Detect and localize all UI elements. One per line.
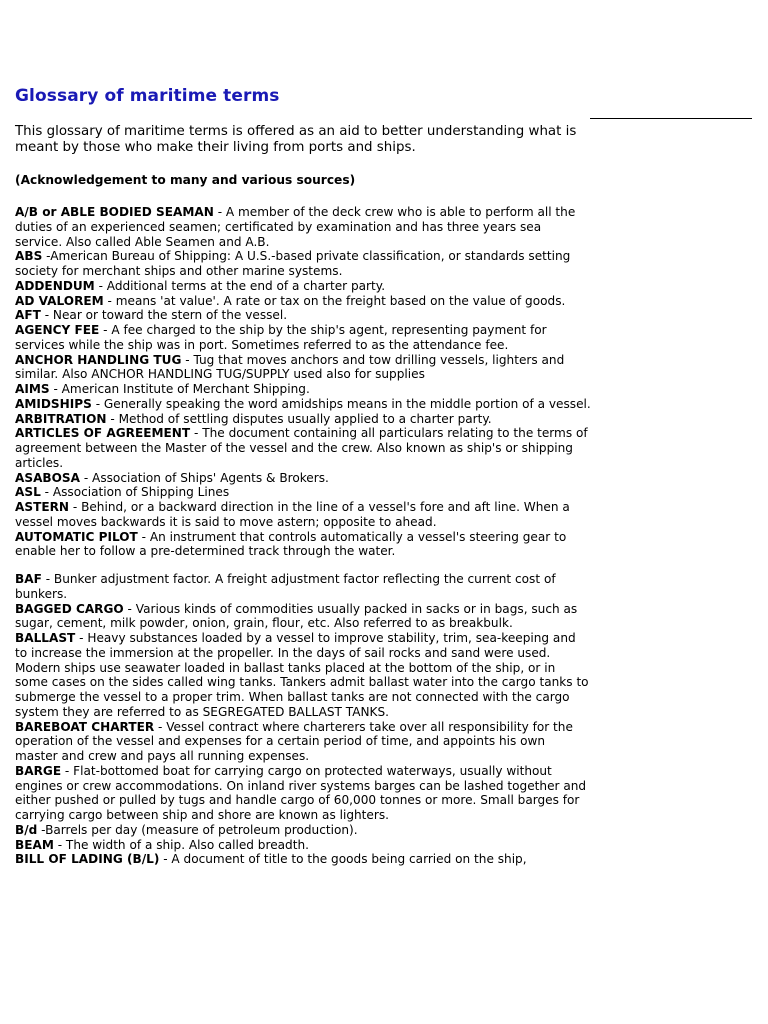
- glossary-definition: - Generally speaking the word amidships means in the middle portion of a vessel.: [91, 396, 591, 411]
- glossary-definition: - An instrument that controls automatically a vessel's steering gear to enable her to follow a pre-determined track through the water.: [15, 529, 567, 559]
- glossary-term: BALLAST: [15, 631, 76, 645]
- glossary-term: AUTOMATIC PILOT: [15, 529, 138, 544]
- glossary-term: B/d: [15, 822, 38, 837]
- glossary-term: AIMS: [15, 382, 50, 396]
- glossary-term: BILL OF LADING (B/L): [15, 852, 160, 867]
- glossary-entry: [15, 205, 591, 249]
- glossary-entry: [15, 823, 591, 838]
- glossary-entry: [15, 323, 591, 353]
- acknowledgement-note: (Acknowledgement to many and various sources): [15, 173, 356, 187]
- glossary-term: ASABOSA: [15, 470, 80, 485]
- glossary-term: BARGE: [15, 763, 62, 778]
- intro-paragraph: This glossary of maritime terms is offered as an aid to better understanding what is meant by those who make their living from ports and ships.: [15, 124, 577, 155]
- glossary-entry: [15, 426, 591, 470]
- glossary-definition: - Method of settling disputes usually applied to a charter party.: [106, 411, 492, 426]
- glossary-entry: [15, 249, 591, 279]
- page-title: Glossary of maritime terms: [15, 86, 280, 106]
- glossary-definition: - The document containing all particulars relating to the terms of agreement between the Master of the vessel and the crew. Also known as ship's or shipping articles.: [15, 426, 588, 470]
- glossary-entry: [15, 471, 591, 486]
- glossary-term: ASTERN: [15, 500, 70, 514]
- glossary-definition: -American Bureau of Shipping: A U.S.-based private classification, or standards setting society for merchant ships and other marine systems.: [15, 249, 571, 278]
- glossary-term: BAF: [15, 572, 42, 586]
- glossary-entry: [15, 294, 591, 309]
- glossary-definition: - The width of a ship. Also called breadth.: [53, 837, 309, 852]
- glossary-definition: - A document of title to the goods being carried on the ship,: [159, 852, 527, 867]
- glossary-definition: - Vessel contract where charterers take over all responsibility for the operation of the vessel and expenses for a certain period of time, and appoints his own master and crew and pays all running expenses.: [15, 719, 573, 763]
- glossary-definition: - Flat-bottomed boat for carrying cargo on protected waterways, usually without engines or crew accommodations. On inland river systems barges can be lashed together and either pushed or pulled by tugs and handle cargo of 60,000 tonnes or more. Small barges for carrying cargo between ship and shore are known as lighters.: [15, 763, 587, 822]
- glossary-term: ASL: [15, 485, 41, 500]
- horizontal-rule: [590, 118, 752, 119]
- glossary-definition: - Various kinds of commodities usually packed in sacks or in bags, such as sugar, cement, milk powder, onion, grain, flour, etc. Also referred to as breakbulk.: [15, 601, 578, 631]
- glossary-group: [15, 205, 591, 559]
- glossary-entry: [15, 308, 591, 323]
- glossary-definition: - Heavy substances loaded by a vessel to improve stability, trim, sea-keeping and to increase the immersion at the propeller. In the days of sail rocks and sand were used. Modern ships use seawater loaded in ballast tanks placed at the bottom of the ship, or in some cases on the sides called wing tanks. Tankers admit ballast water into the cargo tanks to submerge the vessel to a proper trim. When ballast tanks are not connected with the cargo system they are referred to as SEGREGATED BALLAST TANKS.: [15, 631, 589, 719]
- glossary-definition: -Barrels per day (measure of petroleum production).: [37, 822, 358, 837]
- glossary-term: ABS: [15, 249, 43, 264]
- glossary-group: [15, 572, 591, 867]
- glossary-list: [15, 205, 591, 867]
- glossary-term: BAGGED CARGO: [15, 601, 124, 616]
- glossary-entry: [15, 500, 591, 530]
- glossary-definition: - Near or toward the stern of the vessel.: [40, 308, 288, 323]
- glossary-entry: [15, 602, 591, 632]
- glossary-entry: [15, 572, 591, 602]
- glossary-definition: - American Institute of Merchant Shipping.: [49, 382, 310, 396]
- glossary-definition: - Behind, or a backward direction in the line of a vessel's fore and aft line. When a vessel moves backwards it is said to move astern; opposite to ahead.: [15, 500, 570, 529]
- glossary-term: AGENCY FEE: [15, 323, 100, 337]
- glossary-term: AD VALOREM: [15, 293, 104, 308]
- glossary-term: A/B or ABLE BODIED SEAMAN: [15, 205, 214, 219]
- glossary-entry: [15, 720, 591, 764]
- glossary-term: ARBITRATION: [15, 411, 107, 426]
- glossary-term: BEAM: [15, 837, 54, 852]
- glossary-entry: [15, 279, 591, 294]
- glossary-entry: [15, 631, 591, 720]
- glossary-term: BAREBOAT CHARTER: [15, 719, 155, 734]
- glossary-term: ADDENDUM: [15, 278, 95, 293]
- glossary-definition: - Tug that moves anchors and tow drilling vessels, lighters and similar. Also ANCHOR HANDLING TUG/SUPPLY used also for supplies: [15, 352, 565, 382]
- glossary-term: AMIDSHIPS: [15, 396, 92, 411]
- glossary-entry: [15, 530, 591, 560]
- glossary-entry: [15, 838, 591, 853]
- glossary-definition: - A fee charged to the ship by the ship's agent, representing payment for services while the ship was in port. Sometimes referred to as the attendance fee.: [15, 323, 547, 352]
- glossary-entry: [15, 397, 591, 412]
- glossary-term: ANCHOR HANDLING TUG: [15, 352, 182, 367]
- glossary-term: ARTICLES OF AGREEMENT: [15, 426, 191, 441]
- glossary-definition: - Association of Shipping Lines: [40, 485, 230, 500]
- glossary-entry: [15, 412, 591, 427]
- glossary-definition: - means 'at value'. A rate or tax on the freight based on the value of goods.: [103, 293, 566, 308]
- glossary-definition: - A member of the deck crew who is able to perform all the duties of an experienced seamen; certificated by examination and has three years sea service. Also called Able Seamen and A.B.: [15, 205, 576, 249]
- glossary-term: AFT: [15, 308, 41, 323]
- glossary-entry: [15, 852, 591, 867]
- glossary-definition: - Additional terms at the end of a charter party.: [94, 278, 386, 293]
- glossary-definition: - Association of Ships' Agents & Brokers.: [80, 470, 329, 485]
- glossary-entry: [15, 764, 591, 823]
- glossary-entry: [15, 382, 591, 397]
- glossary-entry: [15, 353, 591, 383]
- glossary-entry: [15, 485, 591, 500]
- glossary-definition: - Bunker adjustment factor. A freight adjustment factor reflecting the current cost of bunkers.: [15, 572, 556, 601]
